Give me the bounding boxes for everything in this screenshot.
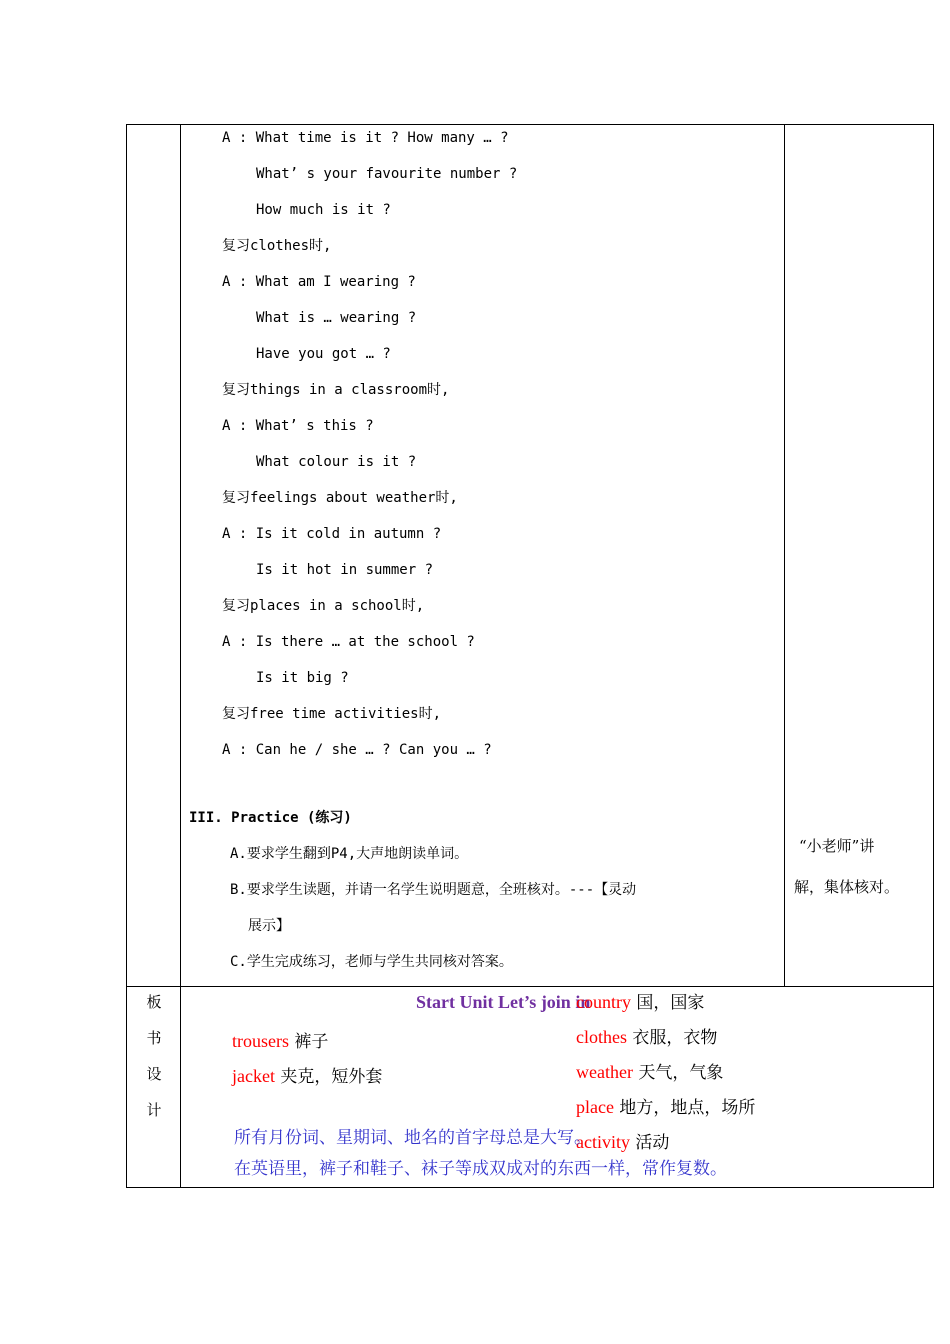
dialogue-line: Is it big ? <box>256 670 349 686</box>
practice-step-b: B.要求学生读题，并请一名学生说明题意，全班核对。---【灵动 <box>230 882 637 898</box>
grammar-note-2: 在英语里，裤子和鞋子、袜子等成双成对的东西一样，常作复数。 <box>234 1159 727 1179</box>
dialogue-line: What colour is it ? <box>256 454 417 470</box>
board-label-3: 设 <box>146 1065 162 1083</box>
teacher-note-line2: 解，集体核对。 <box>794 878 900 896</box>
practice-step-b-cont: 展示】 <box>248 918 290 934</box>
board-label-2: 书 <box>146 1029 162 1047</box>
review-heading: 复习places in a school时, <box>222 598 425 614</box>
column-divider-right <box>784 125 785 986</box>
dialogue-line: Is it hot in summer ? <box>256 562 434 578</box>
practice-step-c: C.学生完成练习，老师与学生共同核对答案。 <box>230 954 513 970</box>
vocab-chinese: 国，国家 <box>636 993 705 1013</box>
vocab-english: clothes <box>576 1027 627 1047</box>
lesson-table <box>126 124 934 1188</box>
dialogue-line: What is … wearing ? <box>256 310 417 326</box>
board-label-4: 计 <box>146 1101 162 1119</box>
grammar-note-1: 所有月份词、星期词、地名的首字母总是大写。 <box>234 1128 591 1148</box>
teacher-note-line1: “小老师”讲 <box>799 837 875 855</box>
vocab-chinese: 夹克，短外套 <box>280 1067 383 1087</box>
row-divider <box>127 986 933 987</box>
board-title: Start Unit Let’s join in <box>416 992 591 1012</box>
dialogue-line: A : Is there … at the school ? <box>222 634 475 650</box>
vocab-chinese: 天气，气象 <box>638 1063 724 1083</box>
vocab-item <box>576 1061 723 1084</box>
vocab-item <box>576 1026 717 1049</box>
review-heading: 复习clothes时, <box>222 238 332 254</box>
practice-step-a: A.要求学生翻到P4,大声地朗读单词。 <box>230 846 469 862</box>
dialogue-line: A : What time is it ? How many … ? <box>222 130 509 146</box>
review-heading: 复习feelings about weather时, <box>222 490 458 506</box>
dialogue-line: What’ s your favourite number ? <box>256 166 518 182</box>
dialogue-line: A : Can he / she … ? Can you … ? <box>222 742 492 758</box>
vocab-chinese: 活动 <box>635 1133 670 1153</box>
review-heading: 复习free time activities时, <box>222 706 442 722</box>
board-label-1: 板 <box>146 993 162 1011</box>
dialogue-line: How much is it ? <box>256 202 391 218</box>
vocab-english: weather <box>576 1062 633 1082</box>
vocab-item <box>232 1065 382 1088</box>
vocab-english: activity <box>576 1132 630 1152</box>
dialogue-line: A : Is it cold in autumn ? <box>222 526 442 542</box>
vocab-english: trousers <box>232 1031 289 1051</box>
review-heading: 复习things in a classroom时, <box>222 382 450 398</box>
vocab-chinese: 地方，地点，场所 <box>619 1098 756 1118</box>
vocab-item <box>576 1096 755 1119</box>
vocab-english: jacket <box>232 1066 275 1086</box>
vocab-english: country <box>576 992 631 1012</box>
dialogue-line: Have you got … ? <box>256 346 391 362</box>
dialogue-line: A : What am I wearing ? <box>222 274 416 290</box>
vocab-chinese: 衣服，衣物 <box>632 1028 718 1048</box>
vocab-english: place <box>576 1097 614 1117</box>
vocab-item <box>576 991 704 1014</box>
dialogue-line: A : What’ s this ? <box>222 418 374 434</box>
vocab-item <box>232 1030 328 1053</box>
vocab-chinese: 裤子 <box>294 1032 329 1052</box>
practice-heading: III. Practice (练习) <box>189 810 352 826</box>
